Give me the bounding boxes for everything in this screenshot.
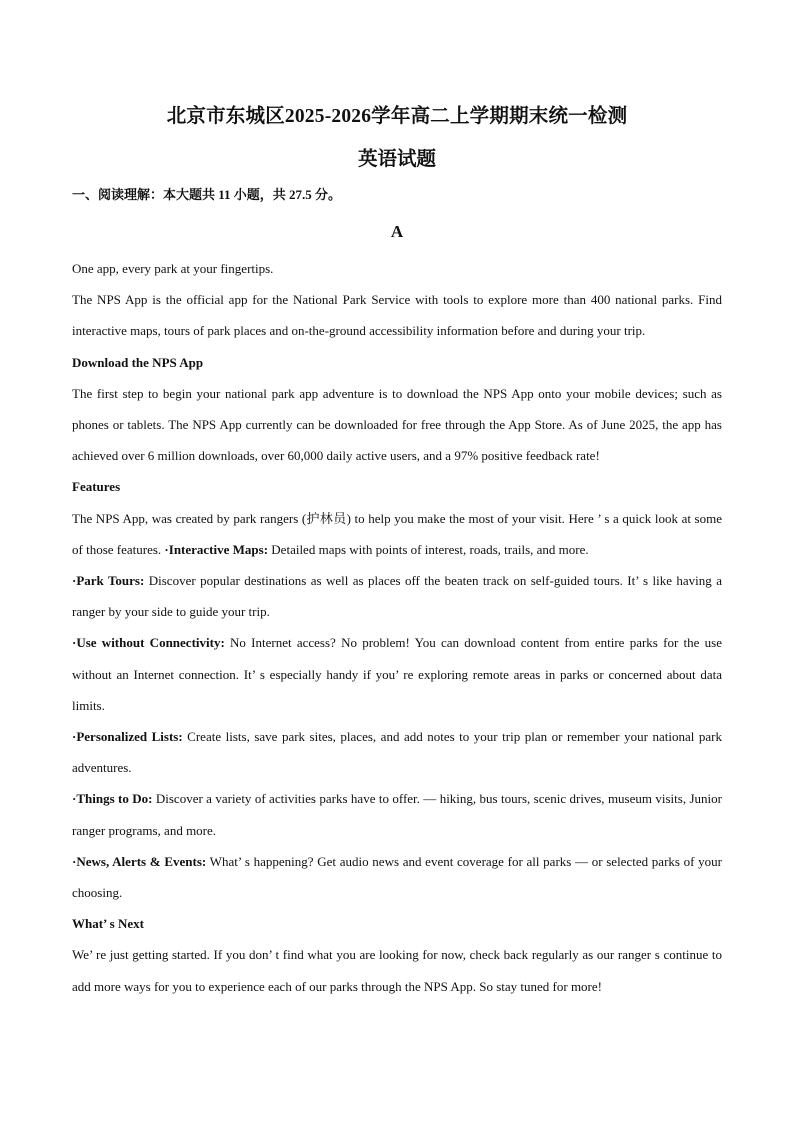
feature-text: No Internet access? No problem! You can download content from entire parks for the use without an Internet connection. It’ s especially handy if you’ re exploring remote areas in parks or concerned about data limits. (72, 635, 722, 713)
feature-text: Discover popular destinations as well as places off the beaten track on self-guided tours. It’ s like having a ranger by your side to guide your trip. (72, 573, 722, 620)
download-heading: Download the NPS App (72, 354, 204, 370)
page-subtitle: 英语试题 (357, 149, 436, 170)
passage-paragraph-1: The NPS App is the official app for the National Park Service with tools to explore more than 400 national parks. Find interactive maps, tours of park places and on-the-ground accessibility information before and during your trip. (72, 292, 722, 339)
feature-item (72, 627, 722, 721)
whats-next-paragraph: We’ re just getting started. If you don’ t find what you are looking for now, check back regularly as our ranger s continue to add more ways for you to experience each of our parks through the NPS App. So stay tuned for more! (72, 947, 722, 994)
whats-next-heading: What’ s Next (72, 916, 144, 932)
feature-item (72, 846, 722, 908)
feature-item (72, 721, 722, 783)
features-intro-text: The NPS App, was created by park rangers (护林员) to help you make the most of your visit. Here ’ s a quick look at some of those features. (72, 510, 722, 557)
passage-intro: One app, every park at your fingertips. (72, 261, 274, 276)
feature-text: Create lists, save park sites, places, and add notes to your trip plan or remember your national park adventures. (72, 729, 722, 776)
feature-label: ·Things to Do: (72, 791, 153, 807)
features-intro-paragraph (72, 503, 722, 565)
page-title: 北京市东城区2025-2026学年高二上学期期末统一检测 (166, 106, 628, 127)
passage-letter: A (390, 222, 404, 241)
feature-text: Detailed maps with points of interest, roads, trails, and more. (268, 541, 589, 557)
feature-label: ·Interactive Maps: (164, 541, 269, 557)
features-heading: Features (72, 479, 121, 495)
section-heading: 一、阅读理解：本大题共 11 小题，共 27.5 分。 (72, 187, 342, 202)
feature-label: ·Park Tours: (72, 573, 145, 589)
feature-label: ·News, Alerts & Events: (72, 853, 207, 869)
feature-text: What’ s happening? Get audio news and event coverage for all parks — or selected parks of your choosing. (72, 853, 723, 901)
feature-label: ·Use without Connectivity: (72, 635, 225, 651)
passage-body (72, 253, 722, 1002)
feature-text: Discover a variety of activities parks have to offer. — hiking, bus tours, scenic drives, museum visits, Junior ranger programs, and more. (72, 791, 722, 838)
feature-item (72, 565, 722, 627)
feature-label: ·Personalized Lists: (72, 729, 183, 745)
feature-item (72, 783, 722, 845)
download-paragraph: The first step to begin your national park app adventure is to download the NPS App onto your mobile devices; such as phones or tablets. The NPS App currently can be downloaded for free through the App Store. As of June 2025, the app has achieved over 6 million downloads, over 60,000 daily active users, and a 97% positive feedback rate! (72, 385, 722, 464)
